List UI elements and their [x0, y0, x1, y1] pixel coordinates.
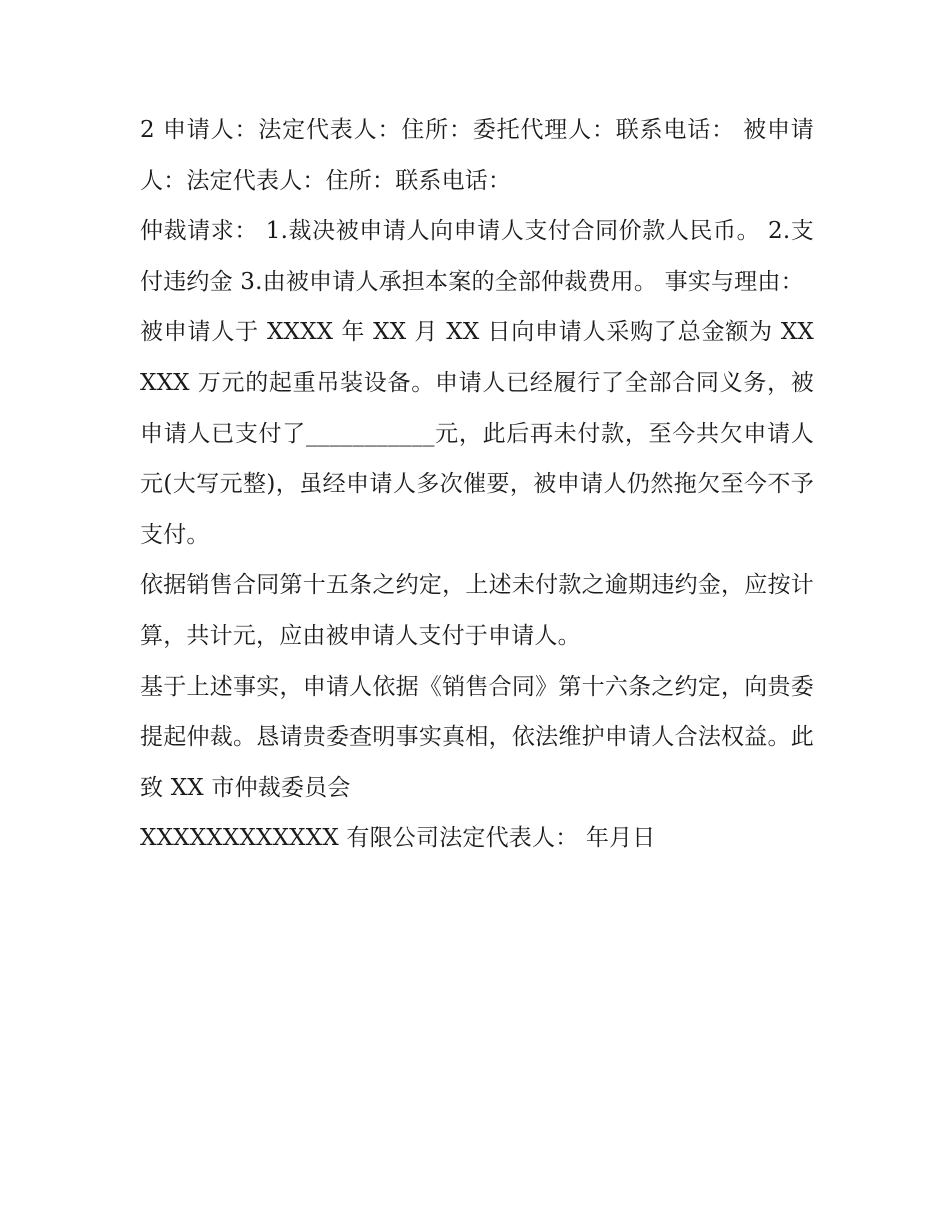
penalty-paragraph: 依据销售合同第十五条之约定，上述未付款之逾期违约金，应按计算，共计元，应由被申请人支付于申请人。	[140, 572, 814, 649]
facts-paragraph: 被申请人于 XXXX 年 XX 月 XX 日向申请人采购了总金额为 XXXXX 万元的起重吊装设备。申请人已经履行了全部合同义务，被申请人已支付了___________元，此后再未付款，至今共欠申请人元(大写元整)，虽经申请人多次催要，被申请人仍然拖欠至今不予支付。	[140, 319, 814, 548]
document-body	[140, 105, 814, 864]
parties-paragraph: 2 申请人：法定代表人：住所：委托代理人：联系电话： 被申请人：法定代表人：住所：联系电话：	[140, 117, 814, 194]
arbitration-request-paragraph: 仲裁请求： 1.裁决被申请人向申请人支付合同价款人民币。 2.支付违约金 3.由被申请人承担本案的全部仲裁费用。 事实与理由：	[140, 218, 814, 295]
basis-paragraph: 基于上述事实，申请人依据《销售合同》第十六条之约定，向贵委提起仲裁。恳请贵委查明事实真相，依法维护申请人合法权益。此致 XX 市仲裁委员会	[140, 673, 814, 801]
signature-line: XXXXXXXXXXXX 有限公司法定代表人： 年月日	[140, 825, 656, 852]
